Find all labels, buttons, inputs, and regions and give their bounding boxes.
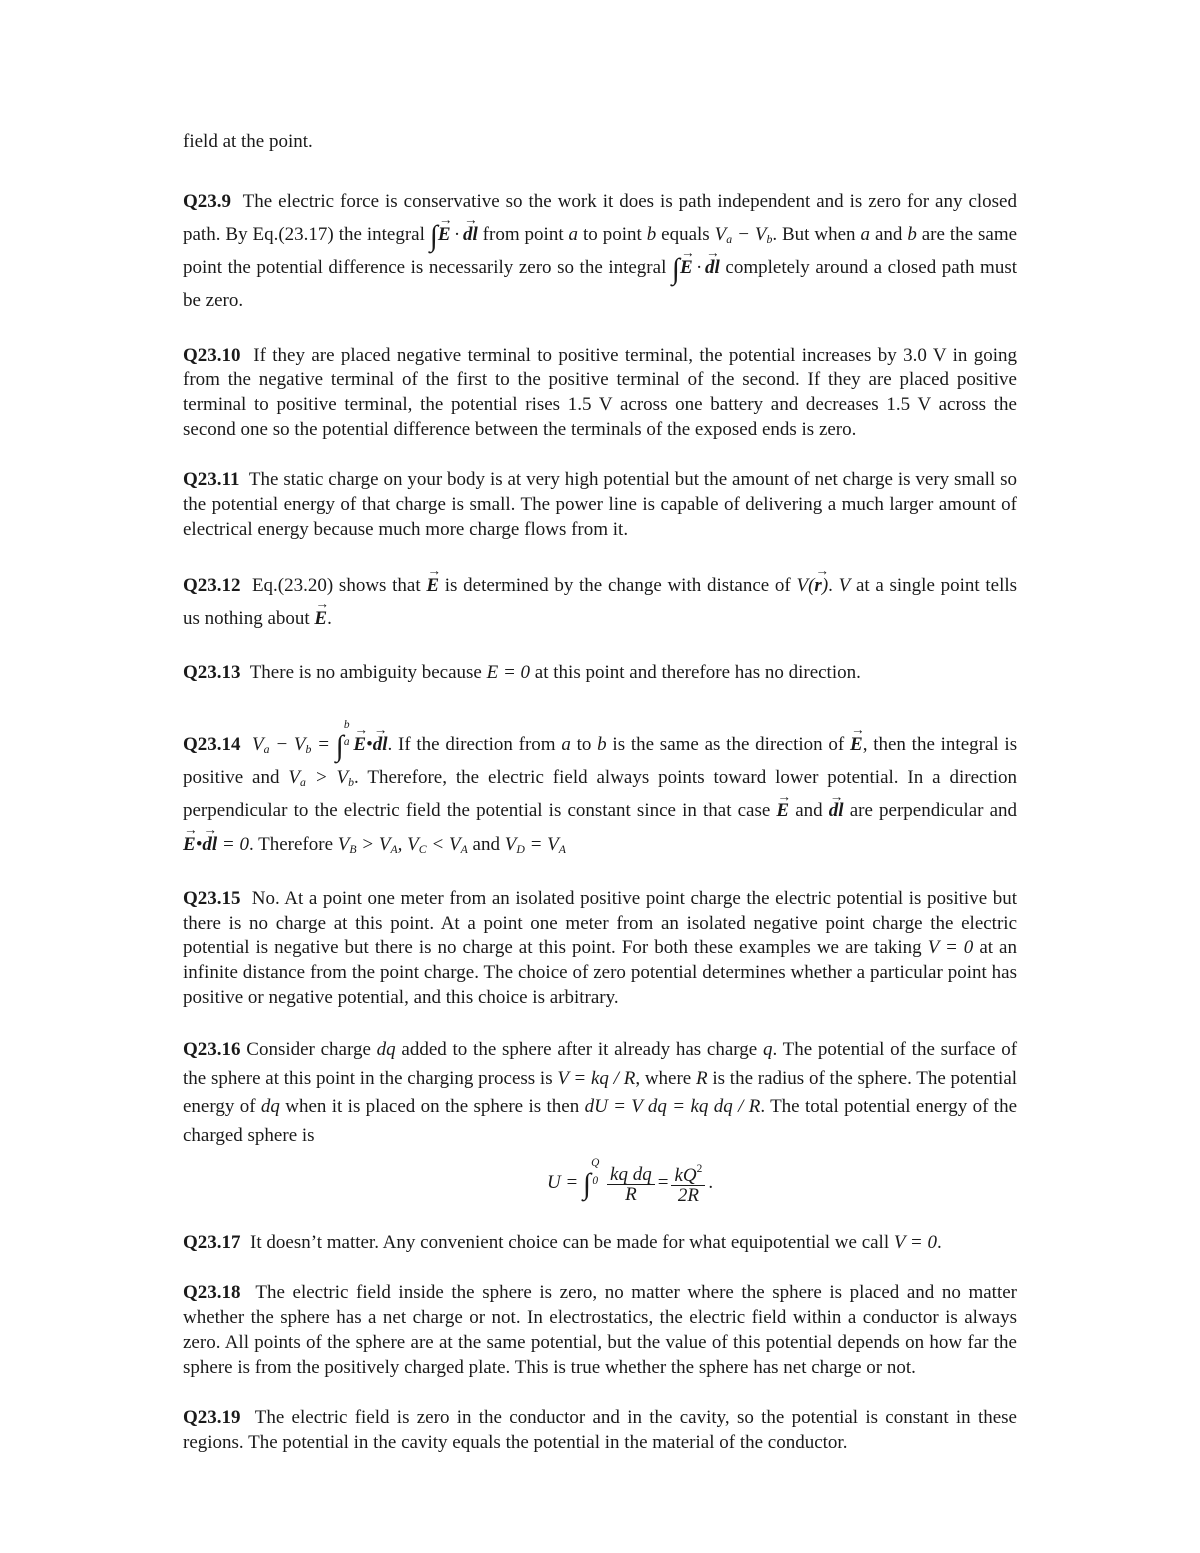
answer-q23-14: Q23.14 $V_a - V_b$ = ∫ b a → E•→ dl. If the direction from a to b is the same as the direction of → E, then the integral is positive and $V_a > V_b$. Therefore, the electric field always points toward lower potential. In a direction perpendicular to the electric field the potential is constant since in that case → E and → dl are perpendicular and → E•→ dl = 0. Therefore $V_B > V_A$, $V_C < V_A$ and $V_D = V_A$: [183, 720, 1017, 861]
answer-q23-13: Q23.13 There is no ambiguity because E = 0 at this point and therefore has no direction.: [183, 662, 861, 683]
question-label: Q23.19: [183, 1407, 241, 1429]
answer-q23-10: Q23.10 If they are placed negative terminal to positive terminal, the potential increases by 3.0 V in going from the negative terminal of the first to the positive terminal of the second. If they are placed positive terminal to positive terminal, the potential rises 1.5 V across one battery and decreases 1.5 V across the second one so the potential difference between the terminals of the exposed ends is zero.: [183, 344, 1018, 440]
potential-integral-equation: $V_a - V_b$ = ∫ b a → E•→ dl: [252, 734, 387, 755]
question-label: Q23.18: [183, 1282, 241, 1304]
answer-q23-9: Q23.9 The electric force is conservative so the work it does is path independent and is zero for any closed path. By Eq.(23.17) the integral ∫→ E · → dl from point a to point b equals $V_a - V_b$. But when a and b are the same point the potential difference is necessarily zero so the integral ∫→ E · → dl completely around a closed path must be zero.: [183, 185, 1017, 318]
question-label: Q23.11: [183, 469, 240, 491]
answer-q23-16: Q23.16 Consider charge dq added to the sphere after it already has charge q. The potential of the surface of the sphere at this point in the charging process is V = kq / R, where R is the radius of the sphere. The potential energy of dq when it is placed on the sphere is then dU = V dq = kq dq / R. The total potential energy of the charged sphere is U = ∫ Q 0 $\frac{\text{kq dq}}{R}$ = $\frac{kQ^2}{2R}$ .: [183, 1039, 1018, 1206]
question-label: Q23.10: [183, 344, 241, 366]
question-label: Q23.14: [183, 733, 241, 755]
answer-q23-18: Q23.18 The electric field inside the sphere is zero, no matter where the sphere is placed and no matter whether the sphere has a net charge or not. In electrostatics, the electric field within a conductor is always zero. All points of the sphere are at the same potential, but the value of this potential depends on how far the sphere is from the positively charged plate. This is true whether the sphere has net charge or not.: [183, 1282, 1017, 1378]
answer-q23-15: Q23.15 No. At a point one meter from an isolated positive point charge the electric potential is positive but there is no charge at this point. At a point one meter from an isolated negative point charge the electric potential is negative but there is no charge at this point. For both these examples we are taking V = 0 at an infinite distance from the point charge. The choice of zero potential determines whether a particular point has positive or negative potential, and this choice is arbitrary.: [183, 887, 1017, 1008]
potential-function: V(→ r): [796, 575, 828, 596]
carryover-text: field at the point.: [183, 131, 313, 152]
question-label: Q23.15: [183, 887, 241, 909]
question-label: Q23.13: [183, 662, 241, 683]
answer-q23-12: Q23.12 Eq.(23.20) shows that → E is determined by the change with distance of V(→ r). V at a single point tells us nothing about → E.: [183, 569, 1017, 636]
answer-q23-11: Q23.11 The static charge on your body is at very high potential but the amount of net charge is very small so the potential energy of that charge is small. The power line is capable of delivering a much larger amount of electrical energy because much more charge flows from it.: [183, 469, 1017, 540]
line-integral-expression: ∫→ E · → dl: [430, 224, 478, 245]
answer-q23-17: Q23.17 It doesn’t matter. Any convenient choice can be made for what equipotential we call V = 0.: [183, 1231, 942, 1253]
energy-equation: U = ∫ Q 0 $\frac{\text{kq dq}}{R}$ = $\frac{kQ^2}{2R}$ .: [546, 1157, 714, 1206]
question-label: Q23.17: [183, 1231, 241, 1253]
question-label: Q23.16: [183, 1039, 241, 1061]
line-integral-expression: ∫→ E · → dl: [672, 257, 720, 278]
question-label: Q23.9: [183, 190, 232, 212]
potential-relations: $V_B > V_A$, $V_C < V_A$: [337, 833, 468, 856]
document-page: [183, 130, 1017, 1482]
potential-difference: $V_a - V_b$: [714, 223, 773, 246]
question-label: Q23.12: [183, 574, 241, 596]
answer-q23-19: Q23.19 The electric field is zero in the conductor and in the cavity, so the potential is constant in these regions. The potential in the cavity equals the potential in the material of the conductor.: [183, 1407, 1017, 1453]
